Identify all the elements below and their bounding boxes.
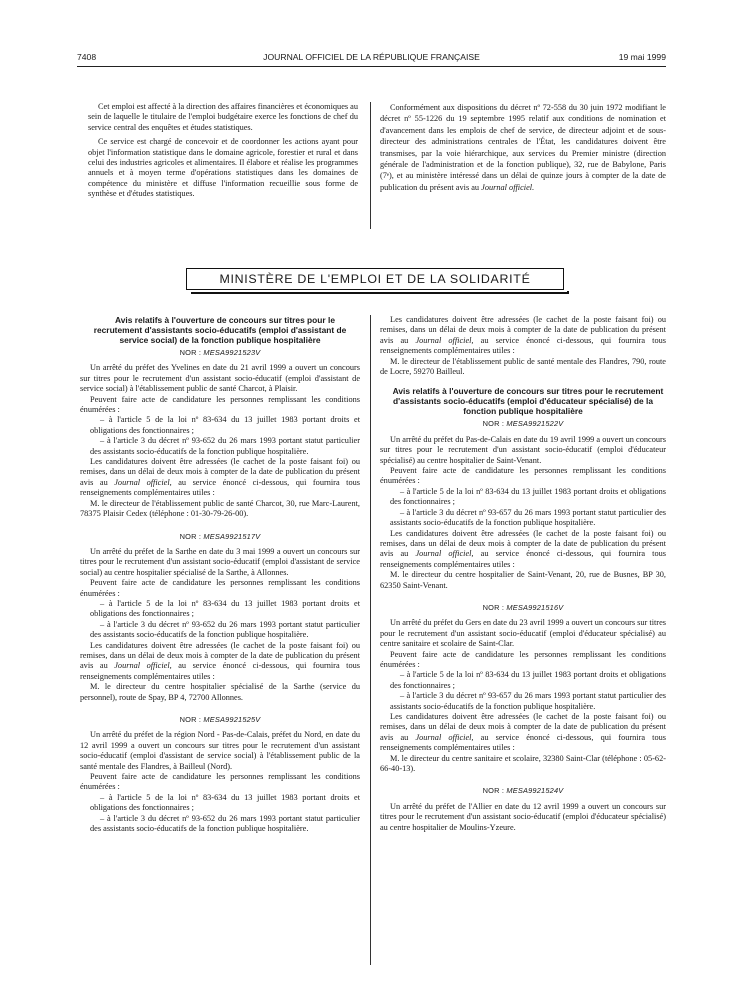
- journal-title: JOURNAL OFFICIEL DE LA RÉPUBLIQUE FRANÇAISE: [263, 52, 480, 62]
- paragraph: Conformément aux dispositions du décret nº 72-558 du 30 juin 1972 modifiant le décret nº 55-1226 du 19 septembre 1995 relatif aux conditions de nomination et d'avancement dans les emplois de chef de service, de directeur adjoint et de sous-directeur des administrations centrales de l'État, les candidatures doivent être transmises, par la voie hiérarchique, aux services du Premier ministre (direction générale de l'administration et de la fonction publique), 32, rue de Babylone, Paris (7ᵉ), et au ministère intéressé dans un délai de quinze jours à compter de la date de publication du présent avis au Journal officiel.: [380, 103, 666, 192]
- paragraph: Un arrêté du préfet de l'Allier en date du 12 avril 1999 a ouvert un concours sur titres pour le recrutement d'un assistant socio-éducatif (emploi d'éducateur spécialisé) au centre hospitalier de Moulins-Yzeure.: [380, 801, 666, 832]
- column-divider: [370, 102, 371, 229]
- nor-reference: NOR : MESA9921524V: [482, 786, 564, 796]
- paragraph: Les candidatures doivent être adressées (le cachet de la poste faisant foi) ou remises, dans un délai de deux mois à compter de la date de publication du présent avis au Journal officiel, au service énoncé ci-dessous, qui fournira tous renseignements complémentaires utiles :: [380, 528, 666, 569]
- ministry-banner: MINISTÈRE DE L'EMPLOI ET DE LA SOLIDARITÉ: [186, 268, 564, 290]
- paragraph: Peuvent faire acte de candidature les personnes remplissant les conditions énumérées :: [80, 578, 360, 598]
- column-divider: [370, 315, 371, 965]
- paragraph: Peuvent faire acte de candidature les personnes remplissant les conditions énumérées :: [80, 772, 360, 792]
- left-column: [80, 315, 360, 834]
- top-right-column: [380, 102, 666, 193]
- right-column: [380, 315, 666, 833]
- paragraph: Un arrêté du préfet de la Sarthe en date du 3 mai 1999 a ouvert un concours sur titres pour le recrutement d'un assistant socio-éducatif (emploi d'assistant de service social) au centre hospitalier spécialisé de la Sarthe, à Allonnes.: [80, 546, 360, 577]
- avis-title: Avis relatifs à l'ouverture de concours sur titres pour le recrutement d'assistants socio-éducatifs (emploi d'assistant de service social) de la fonction publique hospitalière: [93, 315, 347, 345]
- nor-reference: NOR : MESA9921517V: [179, 531, 261, 541]
- avis-title: Avis relatifs à l'ouverture de concours sur titres pour le recrutement d'assistants socio-éducatifs (emploi d'éducateur spécialisé) de la fonction publique hospitalière: [392, 386, 664, 417]
- contact-address: M. le directeur du centre hospitalier de Saint-Venant, 20, rue de Busnes, BP 30, 62350 Saint-Venant.: [380, 570, 666, 590]
- condition-item: – à l'article 5 de la loi nº 83-634 du 13 juillet 1983 portant droits et obligations des fonctionnaires ;: [390, 486, 666, 507]
- running-header: [77, 52, 666, 66]
- paragraph: Un arrêté du préfet du Pas-de-Calais en date du 19 avril 1999 a ouvert un concours sur titres pour le recrutement d'un assistant socio-éducatif (emploi d'éducateur spécialisé) au centre hospitalier de Saint-Venant.: [380, 434, 666, 465]
- condition-item: – à l'article 5 de la loi nº 83-634 du 13 juillet 1983 portant droits et obligations des fonctionnaires ;: [90, 598, 360, 619]
- condition-item: – à l'article 3 du décret nº 93-657 du 26 mars 1993 portant statut particulier des assistants socio-éducatifs de la fonction publique hospitalière.: [390, 691, 666, 711]
- contact-address: M. le directeur du centre sanitaire et scolaire, 32380 Saint-Clar (téléphone : 05-62-66-40-13).: [380, 753, 666, 774]
- paragraph: Un arrêté du préfet de la région Nord - Pas-de-Calais, préfet du Nord, en date du 12 avril 1999 a ouvert un concours sur titres pour le recrutement d'un assistant socio-éducatif (emploi d'assistant de service social) à l'établissement public de la santé mentale des Flandres, à Bailleul (Nord).: [80, 730, 360, 771]
- nor-reference: NOR : MESA9921516V: [482, 602, 564, 612]
- condition-item: – à l'article 3 du décret nº 93-652 du 26 mars 1993 portant statut particulier des assistants socio-éducatifs de la fonction publique hospitalière.: [90, 436, 360, 456]
- paragraph: Ce service est chargé de concevoir et de coordonner les actions ayant pour objet l'information statistique dans le domaine agricole, forestier et rural et dans celui des industries agricoles et alimentaires. Il élabore et réalise les programmes annuels et à moyen terme d'opérations statistiques dans les domaines de compétence du ministère et diffuse l'information recueillie sous forme de synthèse et d'études statistiques.: [88, 137, 358, 199]
- paragraph: Cet emploi est affecté à la direction des affaires financières et économiques au sein de laquelle le titulaire de l'emploi budgétaire exerce les fonctions de chef du service central des enquêtes et études statistiques.: [88, 102, 359, 132]
- condition-item: – à l'article 5 de la loi nº 83-634 du 13 juillet 1983 portant droits et obligations des fonctionnaires ;: [90, 792, 360, 813]
- condition-item: – à l'article 3 du décret nº 93-657 du 26 mars 1993 portant statut particulier des assistants socio-éducatifs de la fonction publique hospitalière.: [390, 507, 666, 528]
- paragraph: Peuvent faire acte de candidature les personnes remplissant les conditions énumérées :: [80, 394, 360, 415]
- nor-reference: NOR : MESA9921522V: [482, 419, 564, 429]
- contact-address: M. le directeur de l'établissement public de santé mentale des Flandres, 790, route de Locre, 59270 Bailleul.: [380, 356, 666, 377]
- contact-address: M. le directeur du centre hospitalier spécialisé de la Sarthe (service du personnel), route de Spay, BP 4, 72700 Allonnes.: [80, 682, 360, 702]
- paragraph: Peuvent faire acte de candidature les personnes remplissant les conditions énumérées :: [380, 649, 666, 669]
- nor-reference: NOR : MESA9921523V: [179, 348, 261, 357]
- paragraph: Un arrêté du préfet des Yvelines en date du 21 avril 1999 a ouvert un concours sur titres pour le recrutement d'un assistant socio-éducatif (emploi d'assistant de service social) à l'établissement public de santé Charcot, à Plaisir.: [80, 363, 360, 394]
- paragraph: Les candidatures doivent être adressées (le cachet de la poste faisant foi) ou remises, dans un délai de deux mois à compter de la date de publication du présent avis au Journal officiel, au service énoncé ci-dessous, qui fournira tous renseignements complémentaires utiles :: [380, 712, 666, 753]
- top-left-column: [88, 102, 358, 200]
- page-number: 7408: [77, 52, 97, 62]
- condition-item: – à l'article 3 du décret nº 93-652 du 26 mars 1993 portant statut particulier des assistants socio-éducatifs de la fonction publique hospitalière.: [90, 619, 360, 640]
- condition-item: – à l'article 3 du décret nº 93-652 du 26 mars 1993 portant statut particulier des assistants socio-éducatifs de la fonction publique hospitalière.: [90, 813, 360, 834]
- header-rule: [77, 66, 666, 67]
- paragraph: Un arrêté du préfet du Gers en date du 23 avril 1999 a ouvert un concours sur titres pour le recrutement d'un assistant socio-éducatif (emploi d'éducateur spécialisé) au centre sanitaire et scolaire de Saint-Clar.: [380, 618, 666, 649]
- issue-date: 19 mai 1999: [618, 52, 666, 62]
- contact-address: M. le directeur de l'établissement public de santé Charcot, 30, rue Marc-Laurent, 78375 Plaisir Cedex (téléphone : 01-30-79-26-00).: [80, 498, 360, 519]
- paragraph: Les candidatures doivent être adressées (le cachet de la poste faisant foi) ou remises, dans un délai de deux mois à compter de la date de publication du présent avis au Journal officiel, au service énoncé ci-dessous, qui fournira tous renseignements complémentaires utiles :: [80, 457, 360, 498]
- paragraph: Les candidatures doivent être adressées (le cachet de la poste faisant foi) ou remises, dans un délai de deux mois à compter de la date de publication du présent avis au Journal officiel, au service énoncé ci-dessous, qui fournira tous renseignements complémentaires utiles :: [80, 640, 360, 681]
- paragraph: Les candidatures doivent être adressées (le cachet de la poste faisant foi) ou remises, dans un délai de deux mois à compter de la date de publication du présent avis au Journal officiel, au service énoncé ci-dessous, qui fournira tous renseignements complémentaires utiles :: [380, 315, 666, 356]
- paragraph: Peuvent faire acte de candidature les personnes remplissant les conditions énumérées :: [380, 466, 666, 486]
- condition-item: – à l'article 5 de la loi nº 83-634 du 13 juillet 1983 portant droits et obligations des fonctionnaires ;: [390, 670, 666, 690]
- nor-reference: NOR : MESA9921525V: [179, 715, 261, 724]
- condition-item: – à l'article 5 de la loi nº 83-634 du 13 juillet 1983 portant droits et obligations des fonctionnaires ;: [90, 415, 360, 435]
